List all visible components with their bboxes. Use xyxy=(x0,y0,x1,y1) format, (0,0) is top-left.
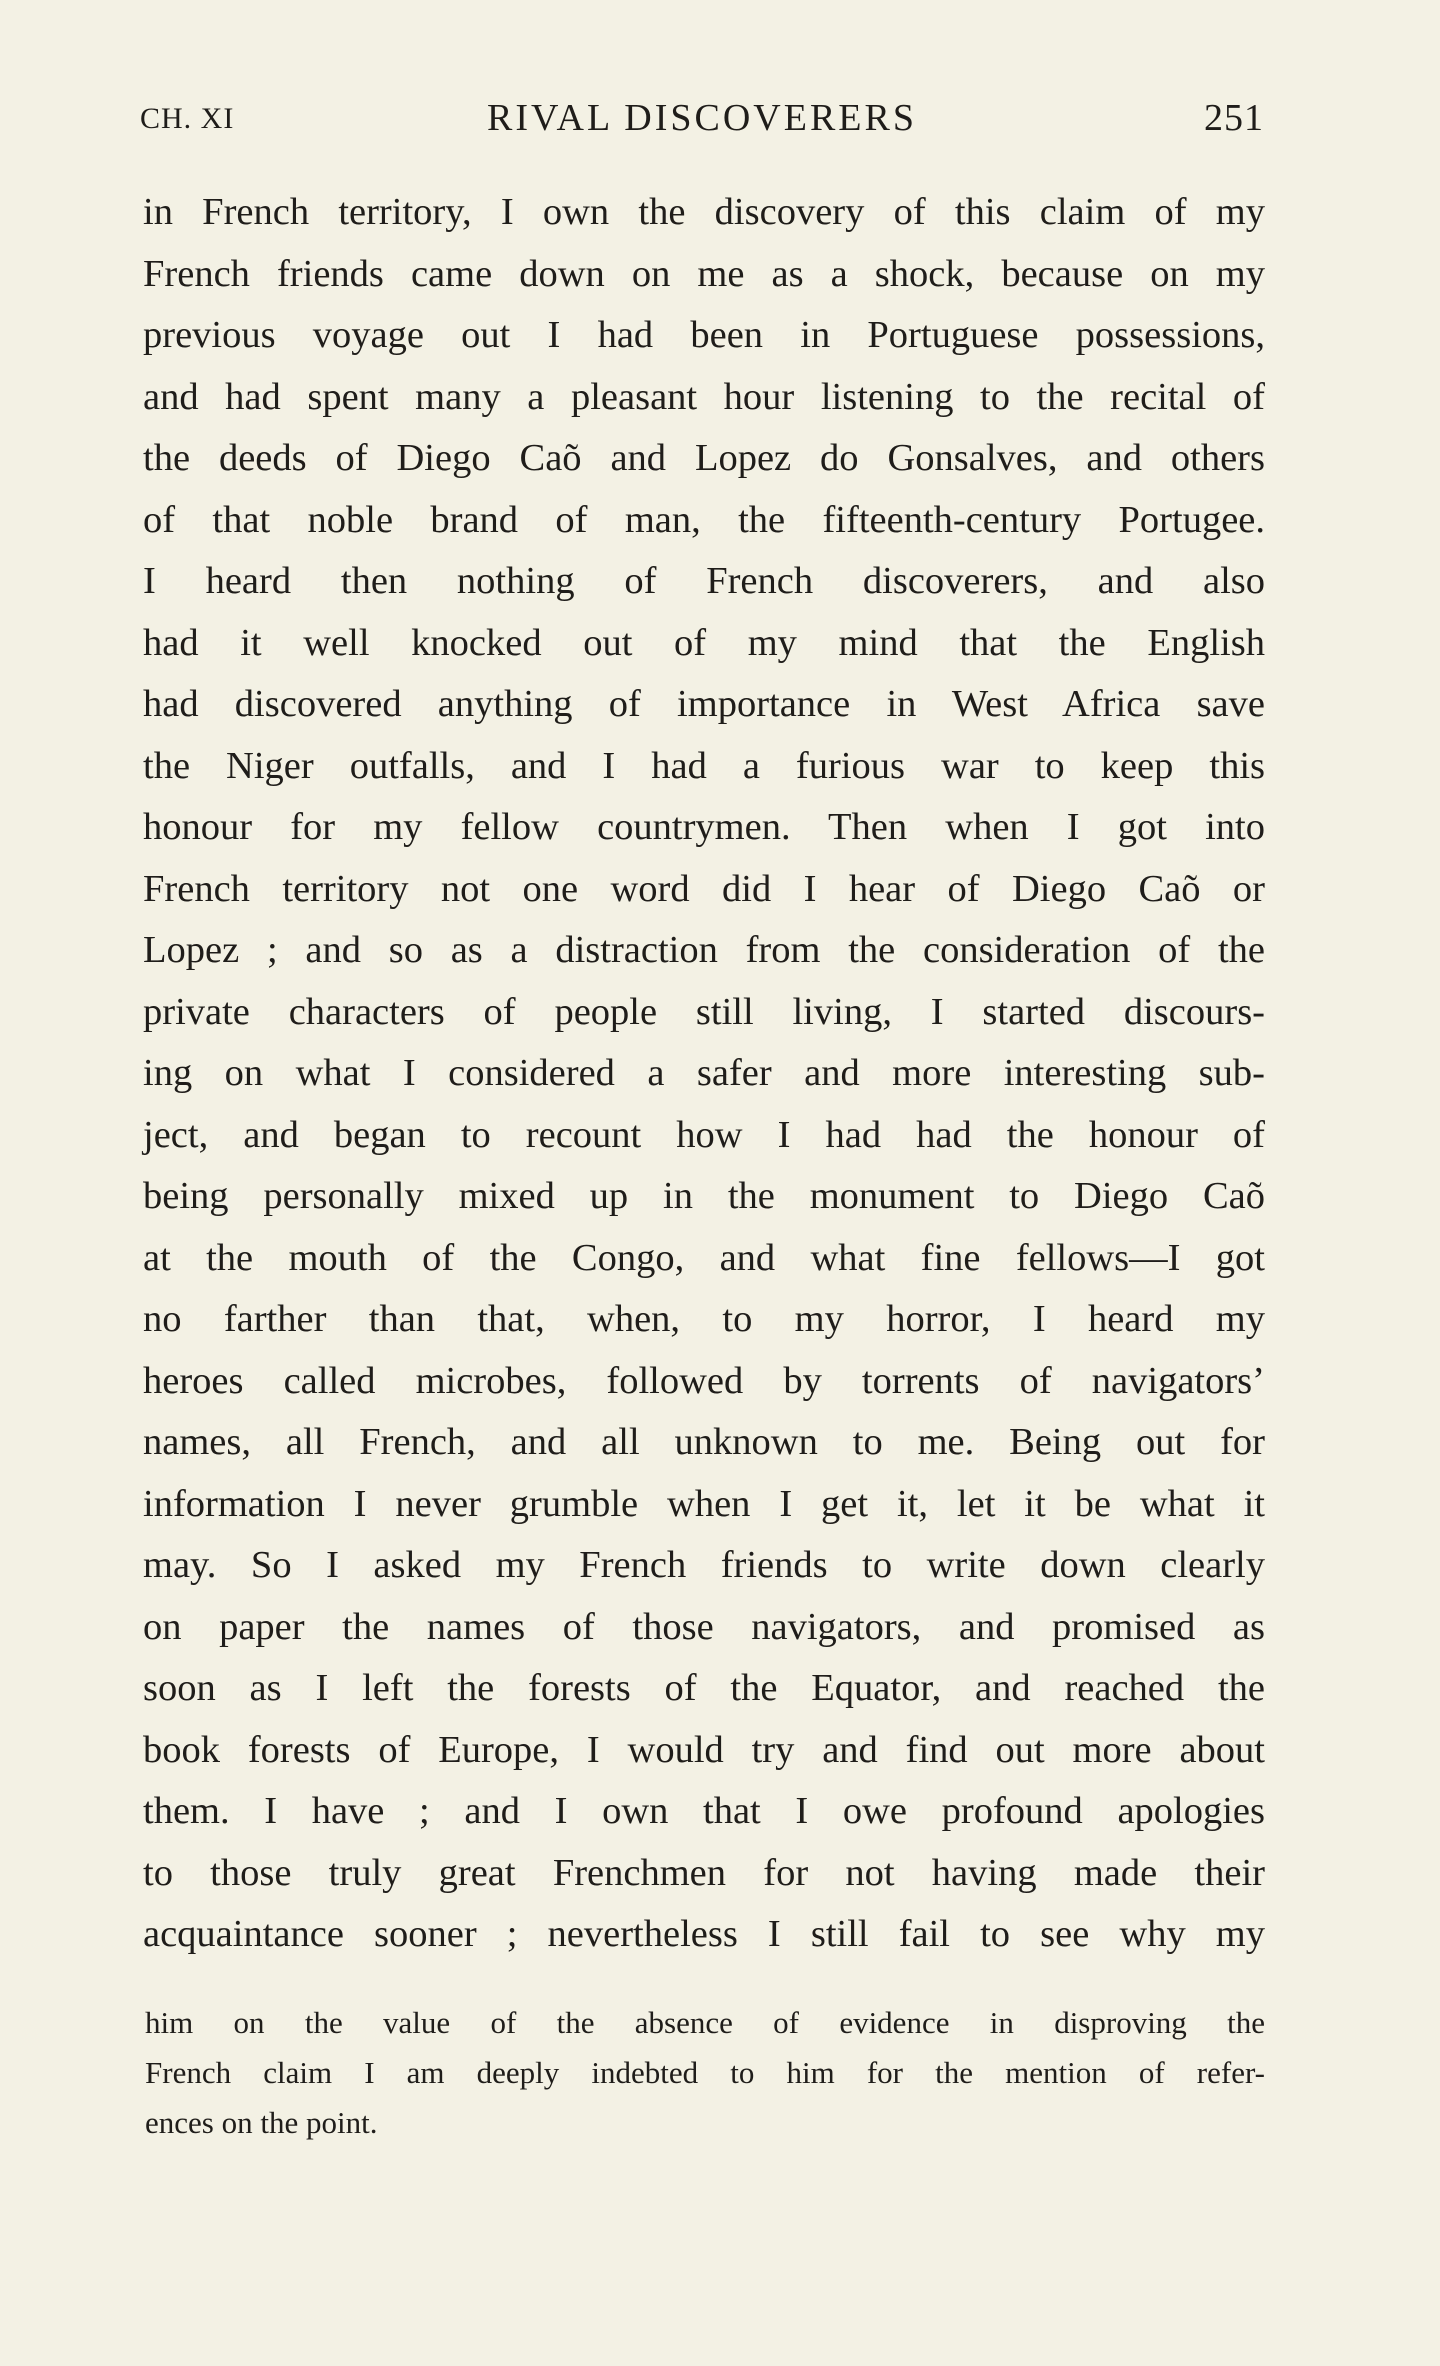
text-line: French friends came down on me as a shock, because on my xyxy=(143,252,1265,295)
text-line: had discovered anything of importance in West Africa save xyxy=(143,683,1265,725)
text-line: previous voyage out I had been in Portuguese possessions, xyxy=(143,314,1265,356)
text-line: to those truly great Frenchmen for not having made their xyxy=(143,1851,1265,1894)
text-line: had it well knocked out of my mind that the English xyxy=(143,621,1265,664)
text-line: ject, and began to recount how I had had the honour of xyxy=(143,1113,1265,1156)
text-line: book forests of Europe, I would try and find out more about xyxy=(143,1728,1265,1771)
page-number: 251 xyxy=(1204,97,1264,139)
text-line: soon as I left the forests of the Equator, and reached the xyxy=(143,1667,1265,1709)
text-line: the Niger outfalls, and I had a furious war to keep this xyxy=(143,744,1265,787)
text-line: at the mouth of the Congo, and what fine fellows—I got xyxy=(143,1236,1265,1279)
text-line: may. So I asked my French friends to write down clearly xyxy=(143,1544,1265,1586)
text-line: of that noble brand of man, the fifteenth-century Portugee. xyxy=(143,498,1265,541)
chapter-label: CH. XI xyxy=(140,102,235,135)
running-header xyxy=(140,96,1264,146)
text-line: private characters of people still living, I started discours- xyxy=(143,990,1265,1033)
footnote xyxy=(145,1998,1265,2148)
text-line: being personally mixed up in the monument to Diego Caõ xyxy=(143,1175,1265,1217)
text-line: French territory not one word did I hear of Diego Caõ or xyxy=(143,867,1265,910)
text-line: ing on what I considered a safer and more interesting sub- xyxy=(143,1052,1265,1094)
text-line: in French territory, I own the discovery of this claim of my xyxy=(143,191,1265,233)
text-line: Lopez ; and so as a distraction from the consideration of the xyxy=(143,929,1265,971)
text-line: and had spent many a pleasant hour listening to the recital of xyxy=(143,375,1265,418)
body-text xyxy=(143,182,1265,1966)
text-line: information I never grumble when I get it, let it be what it xyxy=(143,1482,1265,1525)
text-line: the deeds of Diego Caõ and Lopez do Gonsalves, and others xyxy=(143,437,1265,479)
text-line: on paper the names of those navigators, and promised as xyxy=(143,1605,1265,1648)
text-line: heroes called microbes, followed by torrents of navigators’ xyxy=(143,1359,1265,1402)
footnote-line: ences on the point. xyxy=(145,2105,378,2140)
text-line: I heard then nothing of French discoverers, and also xyxy=(143,560,1265,602)
footnote-line: French claim I am deeply indebted to him for the mention of refer- xyxy=(145,2055,1265,2090)
text-line: acquaintance sooner ; nevertheless I still fail to see why my xyxy=(143,1913,1265,1955)
text-line: names, all French, and all unknown to me. Being out for xyxy=(143,1421,1265,1463)
running-title: RIVAL DISCOVERERS xyxy=(487,97,917,139)
text-line: no farther than that, when, to my horror, I heard my xyxy=(143,1298,1265,1340)
footnote-line: him on the value of the absence of evidence in disproving the xyxy=(145,2005,1265,2040)
text-line: them. I have ; and I own that I owe profound apologies xyxy=(143,1790,1265,1832)
text-line: honour for my fellow countrymen. Then when I got into xyxy=(143,806,1265,848)
